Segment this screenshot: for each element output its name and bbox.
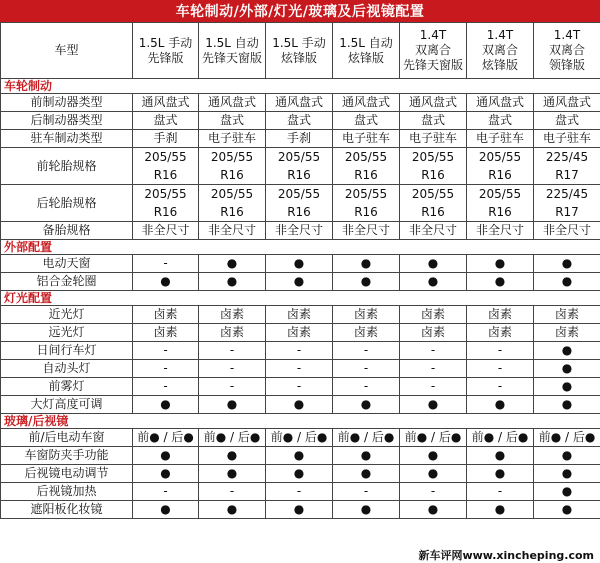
table-cell: 电子驻车	[534, 130, 600, 148]
row-label: 远光灯	[1, 324, 133, 342]
model-header: 1.4T 双离合 先锋天窗版	[400, 23, 467, 79]
row-label: 后轮胎规格	[1, 185, 133, 222]
row-label: 前雾灯	[1, 378, 133, 396]
table-cell: 通风盘式	[467, 94, 534, 112]
table-cell: 前● / 后●	[467, 429, 534, 447]
table-cell: 卤素	[467, 324, 534, 342]
section-row	[1, 240, 600, 255]
row-label: 遮阳板化妆镜	[1, 501, 133, 519]
table-cell: ●	[266, 501, 333, 519]
table-cell: ●	[133, 447, 199, 465]
table-cell: 通风盘式	[133, 94, 199, 112]
table-cell: ●	[199, 273, 266, 291]
table-cell: ●	[534, 501, 600, 519]
table-cell: -	[266, 483, 333, 501]
row-label: 铝合金轮圈	[1, 273, 133, 291]
table-cell: 205/55 R16	[400, 148, 467, 185]
table-cell: ●	[467, 255, 534, 273]
table-cell: ●	[534, 360, 600, 378]
table-cell: -	[266, 378, 333, 396]
table-cell: ●	[467, 396, 534, 414]
table-cell: 非全尺寸	[333, 222, 400, 240]
row-label: 前轮胎规格	[1, 148, 133, 185]
section-title: 外部配置	[1, 240, 600, 255]
table-cell: ●	[400, 273, 467, 291]
table-cell: ●	[534, 255, 600, 273]
table-cell: 205/55 R16	[266, 185, 333, 222]
table-row	[1, 342, 600, 360]
table-row	[1, 273, 600, 291]
table-cell: ●	[199, 501, 266, 519]
table-cell: ●	[467, 501, 534, 519]
table-cell: -	[199, 360, 266, 378]
table-cell: -	[266, 360, 333, 378]
table-cell: ●	[333, 255, 400, 273]
table-row	[1, 465, 600, 483]
header-label: 车型	[1, 23, 133, 79]
model-header: 1.5L 手动 炫锋版	[266, 23, 333, 79]
table-cell: 非全尺寸	[467, 222, 534, 240]
table-cell: ●	[534, 378, 600, 396]
table-cell: 205/55 R16	[400, 185, 467, 222]
row-label: 近光灯	[1, 306, 133, 324]
row-label: 车窗防夹手功能	[1, 447, 133, 465]
row-label: 备胎规格	[1, 222, 133, 240]
table-row	[1, 130, 600, 148]
table-cell: ●	[400, 465, 467, 483]
table-row	[1, 378, 600, 396]
table-cell: ●	[333, 501, 400, 519]
table-cell: ●	[534, 447, 600, 465]
table-cell: -	[333, 360, 400, 378]
table-cell: -	[133, 342, 199, 360]
table-cell: -	[400, 342, 467, 360]
table-cell: 前● / 后●	[199, 429, 266, 447]
table-cell: -	[266, 342, 333, 360]
sheet-title: 车轮制动/外部/灯光/玻璃及后视镜配置	[0, 0, 600, 22]
table-cell: ●	[266, 465, 333, 483]
row-label: 大灯高度可调	[1, 396, 133, 414]
table-cell: 非全尺寸	[266, 222, 333, 240]
table-row	[1, 112, 600, 130]
table-cell: 电子驻车	[400, 130, 467, 148]
table-cell: ●	[467, 465, 534, 483]
table-row	[1, 185, 600, 222]
table-cell: -	[199, 483, 266, 501]
table-cell: ●	[534, 483, 600, 501]
row-label: 后视镜加热	[1, 483, 133, 501]
table-row	[1, 396, 600, 414]
table-cell: -	[467, 378, 534, 396]
table-cell: ●	[199, 465, 266, 483]
table-cell: ●	[133, 501, 199, 519]
table-cell: 卤素	[266, 306, 333, 324]
table-row	[1, 429, 600, 447]
table-row	[1, 94, 600, 112]
spec-table	[0, 22, 600, 519]
table-cell: ●	[333, 465, 400, 483]
model-header: 1.4T 双离合 炫锋版	[467, 23, 534, 79]
table-cell: -	[400, 360, 467, 378]
table-cell: ●	[467, 447, 534, 465]
table-cell: -	[133, 378, 199, 396]
table-cell: ●	[534, 273, 600, 291]
table-cell: 205/55 R16	[467, 185, 534, 222]
table-cell: 电子驻车	[467, 130, 534, 148]
section-row	[1, 414, 600, 429]
table-cell: 手刹	[133, 130, 199, 148]
table-cell: ●	[133, 465, 199, 483]
table-cell: -	[133, 360, 199, 378]
row-label: 前/后电动车窗	[1, 429, 133, 447]
section-title: 车轮制动	[1, 79, 600, 94]
table-cell: -	[467, 360, 534, 378]
table-cell: 前● / 后●	[534, 429, 600, 447]
table-cell: 通风盘式	[199, 94, 266, 112]
table-cell: 卤素	[400, 306, 467, 324]
table-cell: 非全尺寸	[199, 222, 266, 240]
table-cell: ●	[534, 465, 600, 483]
table-cell: 205/55 R16	[199, 148, 266, 185]
table-cell: 非全尺寸	[133, 222, 199, 240]
table-row	[1, 360, 600, 378]
table-cell: 卤素	[534, 306, 600, 324]
table-cell: 卤素	[133, 324, 199, 342]
table-cell: 卤素	[333, 306, 400, 324]
table-cell: -	[133, 255, 199, 273]
table-cell: 手刹	[266, 130, 333, 148]
table-cell: 205/55 R16	[133, 185, 199, 222]
table-cell: ●	[266, 447, 333, 465]
table-row	[1, 306, 600, 324]
table-cell: 225/45 R17	[534, 185, 600, 222]
table-cell: ●	[534, 342, 600, 360]
table-cell: ●	[199, 396, 266, 414]
table-cell: 通风盘式	[534, 94, 600, 112]
row-label: 后制动器类型	[1, 112, 133, 130]
table-cell: 205/55 R16	[333, 148, 400, 185]
table-row	[1, 222, 600, 240]
table-cell: 卤素	[199, 324, 266, 342]
table-cell: -	[333, 378, 400, 396]
table-row	[1, 447, 600, 465]
table-cell: 225/45 R17	[534, 148, 600, 185]
row-label: 驻车制动类型	[1, 130, 133, 148]
table-cell: 205/55 R16	[333, 185, 400, 222]
table-row	[1, 255, 600, 273]
table-cell: ●	[534, 396, 600, 414]
table-cell: -	[333, 483, 400, 501]
table-cell: 卤素	[333, 324, 400, 342]
table-row	[1, 324, 600, 342]
table-cell: -	[133, 483, 199, 501]
header-row	[1, 23, 600, 79]
table-cell: -	[400, 483, 467, 501]
table-cell: -	[467, 483, 534, 501]
table-cell: -	[467, 342, 534, 360]
table-cell: 盘式	[266, 112, 333, 130]
table-cell: -	[400, 378, 467, 396]
row-label: 自动头灯	[1, 360, 133, 378]
table-cell: ●	[333, 273, 400, 291]
table-cell: 前● / 后●	[333, 429, 400, 447]
table-cell: 非全尺寸	[400, 222, 467, 240]
table-cell: ●	[266, 255, 333, 273]
table-cell: -	[199, 342, 266, 360]
table-cell: ●	[400, 447, 467, 465]
section-title: 灯光配置	[1, 291, 600, 306]
table-cell: 前● / 后●	[400, 429, 467, 447]
table-cell: 卤素	[199, 306, 266, 324]
table-cell: ●	[333, 447, 400, 465]
table-cell: 卤素	[266, 324, 333, 342]
model-header: 1.4T 双离合 领锋版	[534, 23, 600, 79]
table-cell: 盘式	[400, 112, 467, 130]
table-cell: ●	[199, 447, 266, 465]
table-cell: -	[333, 342, 400, 360]
table-cell: ●	[400, 501, 467, 519]
table-cell: 盘式	[467, 112, 534, 130]
table-cell: 电子驻车	[199, 130, 266, 148]
table-cell: ●	[199, 255, 266, 273]
table-cell: 205/55 R16	[266, 148, 333, 185]
table-cell: 盘式	[133, 112, 199, 130]
table-cell: ●	[467, 273, 534, 291]
table-cell: 盘式	[333, 112, 400, 130]
table-row	[1, 501, 600, 519]
model-header: 1.5L 自动 先锋天窗版	[199, 23, 266, 79]
table-row	[1, 148, 600, 185]
table-cell: ●	[400, 255, 467, 273]
table-row	[1, 483, 600, 501]
row-label: 后视镜电动调节	[1, 465, 133, 483]
row-label: 前制动器类型	[1, 94, 133, 112]
table-cell: ●	[133, 396, 199, 414]
table-cell: ●	[133, 273, 199, 291]
table-cell: 盘式	[199, 112, 266, 130]
table-cell: 卤素	[133, 306, 199, 324]
table-cell: 205/55 R16	[133, 148, 199, 185]
model-header: 1.5L 自动 炫锋版	[333, 23, 400, 79]
table-cell: 卤素	[400, 324, 467, 342]
table-cell: 通风盘式	[400, 94, 467, 112]
table-cell: 205/55 R16	[467, 148, 534, 185]
row-label: 电动天窗	[1, 255, 133, 273]
table-cell: 非全尺寸	[534, 222, 600, 240]
table-cell: 卤素	[534, 324, 600, 342]
table-cell: 卤素	[467, 306, 534, 324]
table-cell: 前● / 后●	[133, 429, 199, 447]
table-cell: 电子驻车	[333, 130, 400, 148]
section-row	[1, 291, 600, 306]
table-cell: 通风盘式	[266, 94, 333, 112]
table-cell: 205/55 R16	[199, 185, 266, 222]
model-header: 1.5L 手动 先锋版	[133, 23, 199, 79]
table-cell: ●	[266, 396, 333, 414]
section-row	[1, 79, 600, 94]
table-cell: ●	[333, 396, 400, 414]
table-cell: 盘式	[534, 112, 600, 130]
section-title: 玻璃/后视镜	[1, 414, 600, 429]
watermark: 新车评网www.xincheping.com	[418, 549, 594, 562]
table-cell: ●	[266, 273, 333, 291]
table-cell: 前● / 后●	[266, 429, 333, 447]
table-cell: ●	[400, 396, 467, 414]
table-cell: 通风盘式	[333, 94, 400, 112]
table-cell: -	[199, 378, 266, 396]
row-label: 日间行车灯	[1, 342, 133, 360]
